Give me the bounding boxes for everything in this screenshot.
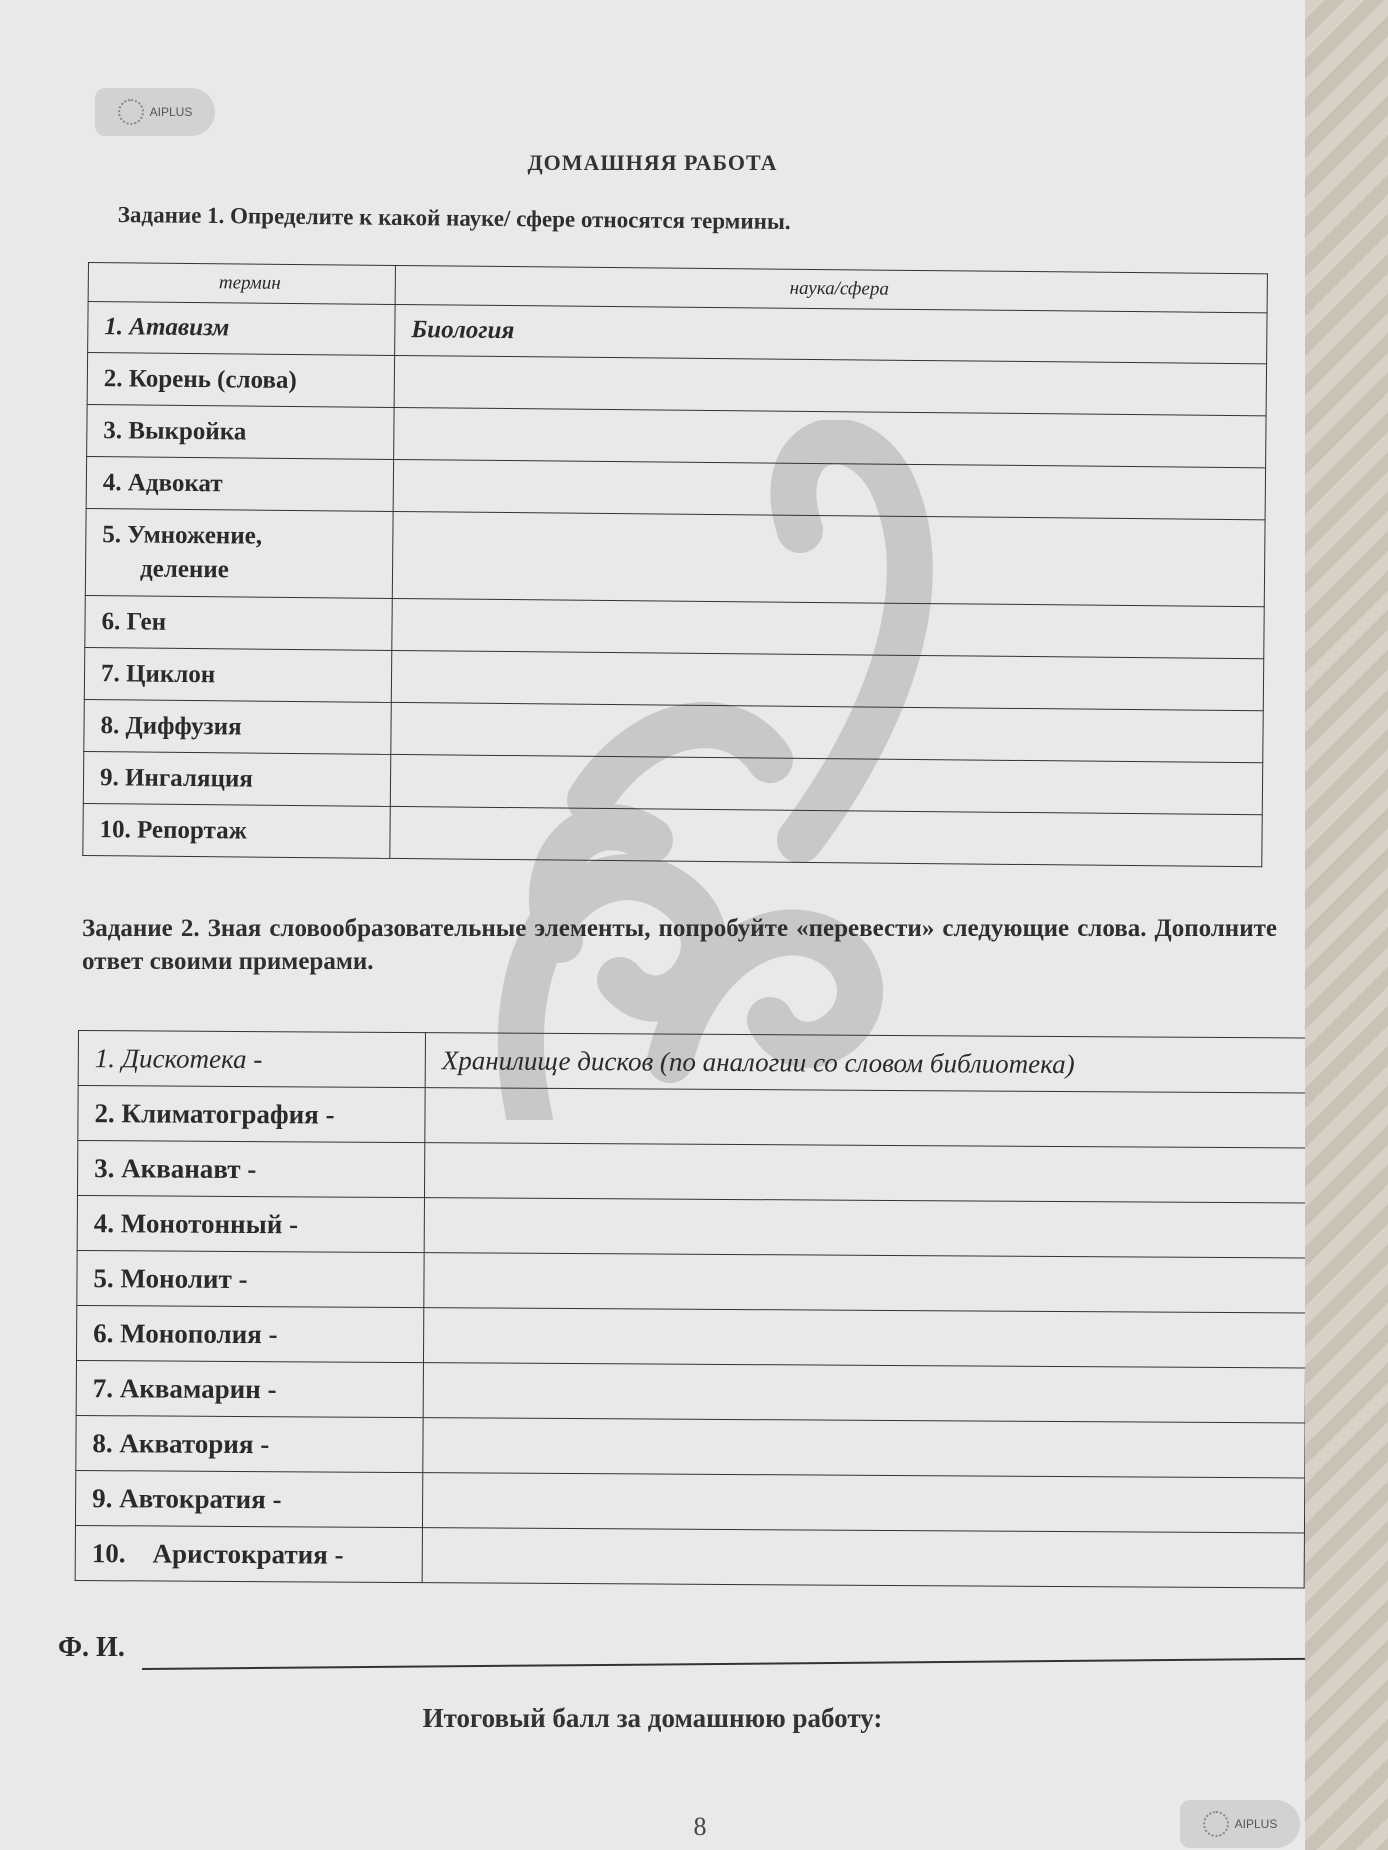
answer-cell[interactable]: [423, 1363, 1305, 1423]
answer-cell[interactable]: [390, 754, 1262, 814]
answer-cell[interactable]: [424, 1253, 1305, 1313]
task2-heading: Задание 2. Зная словообразовательные элементы, попробуйте «перевести» следующие слова. Дополните ответ своими примерами.: [82, 915, 1277, 975]
answer-cell[interactable]: [424, 1198, 1305, 1258]
table-row: [75, 1470, 1304, 1533]
answer-cell[interactable]: [394, 355, 1266, 415]
word-cell: 2. Климатография -: [78, 1086, 425, 1143]
col-science-header: наука/сфера: [395, 265, 1267, 312]
answer-cell[interactable]: [391, 702, 1263, 762]
answer-cell[interactable]: [423, 1418, 1305, 1478]
answer-cell[interactable]: [422, 1473, 1304, 1533]
page-number: 8: [693, 1812, 707, 1841]
logo-text: AIPLUS: [1234, 1817, 1278, 1831]
answer-cell[interactable]: Хранилище дисков (по аналогии со словом библиотека): [425, 1033, 1305, 1093]
term-cell: 1. Атавизм: [88, 302, 395, 356]
background-fabric: [1305, 0, 1388, 1850]
word-cell: 8. Акватория -: [76, 1415, 423, 1472]
word-cell: 1. Дискотека -: [78, 1031, 425, 1088]
answer-cell[interactable]: Биология: [395, 304, 1267, 363]
answer-cell[interactable]: [390, 806, 1262, 866]
term-cell: 2. Корень (слова): [87, 353, 394, 408]
table-row: [78, 1031, 1305, 1094]
fio-input-line[interactable]: [142, 1658, 1305, 1670]
term-cell: 9. Ингаляция: [83, 751, 390, 806]
task1-heading: Задание 1. Определите к какой науке/ сфере относятся термины.: [117, 202, 791, 235]
word-cell: 9. Автократия -: [75, 1470, 422, 1527]
word-cell: 10. Аристократия -: [75, 1525, 422, 1582]
aiplus-logo-bottom: [1180, 1800, 1300, 1848]
table-row: [76, 1305, 1305, 1368]
answer-cell[interactable]: [393, 459, 1265, 519]
term-cell: 8. Диффузия: [84, 699, 391, 754]
answer-cell[interactable]: [422, 1528, 1304, 1588]
answer-cell[interactable]: [425, 1088, 1305, 1148]
term-cell: 6. Ген: [85, 595, 392, 650]
term-cell: [85, 508, 393, 598]
term-cell: 4. Адвокат: [86, 456, 393, 511]
col-term-header: термин: [88, 263, 395, 305]
table-row: [77, 1250, 1305, 1313]
task2-table: [75, 1030, 1305, 1589]
table-row: [76, 1415, 1305, 1478]
answer-cell[interactable]: [392, 598, 1264, 658]
table-row: [83, 803, 1262, 866]
word-cell: 7. Аквамарин -: [76, 1360, 423, 1417]
table-row: [75, 1525, 1304, 1588]
logo-icon: [1203, 1811, 1229, 1837]
term-line-1: 5. Умножение,: [102, 521, 263, 550]
term-cell: 3. Выкройка: [87, 404, 394, 459]
answer-cell[interactable]: [424, 1143, 1305, 1203]
page-title: ДОМАШНЯЯ РАБОТА: [527, 150, 778, 175]
table-row: [77, 1196, 1305, 1259]
word-cell: 5. Монолит -: [77, 1250, 424, 1307]
term-cell: 7. Циклон: [84, 647, 391, 702]
answer-cell[interactable]: [392, 511, 1265, 606]
term-cell: 10. Репортаж: [83, 803, 390, 858]
answer-cell[interactable]: [394, 407, 1266, 467]
table-row: [76, 1360, 1305, 1423]
word-cell: 3. Акванавт -: [77, 1141, 424, 1198]
task1-table: [82, 262, 1268, 867]
table-row: [78, 1086, 1305, 1149]
logo-text: AIPLUS: [149, 105, 193, 119]
term-line-2: деление: [139, 555, 229, 584]
answer-cell[interactable]: [391, 650, 1263, 710]
word-cell: 4. Монотонный -: [77, 1196, 424, 1253]
answer-cell[interactable]: [423, 1308, 1305, 1368]
fio-label: Ф. И.: [58, 1632, 125, 1663]
logo-icon: [118, 99, 144, 125]
table-row: [85, 508, 1265, 606]
total-score-label: Итоговый балл за домашнюю работу:: [422, 1703, 883, 1733]
table-row: [77, 1141, 1305, 1204]
word-cell: 6. Монополия -: [76, 1305, 423, 1362]
aiplus-logo-top: [95, 88, 215, 136]
